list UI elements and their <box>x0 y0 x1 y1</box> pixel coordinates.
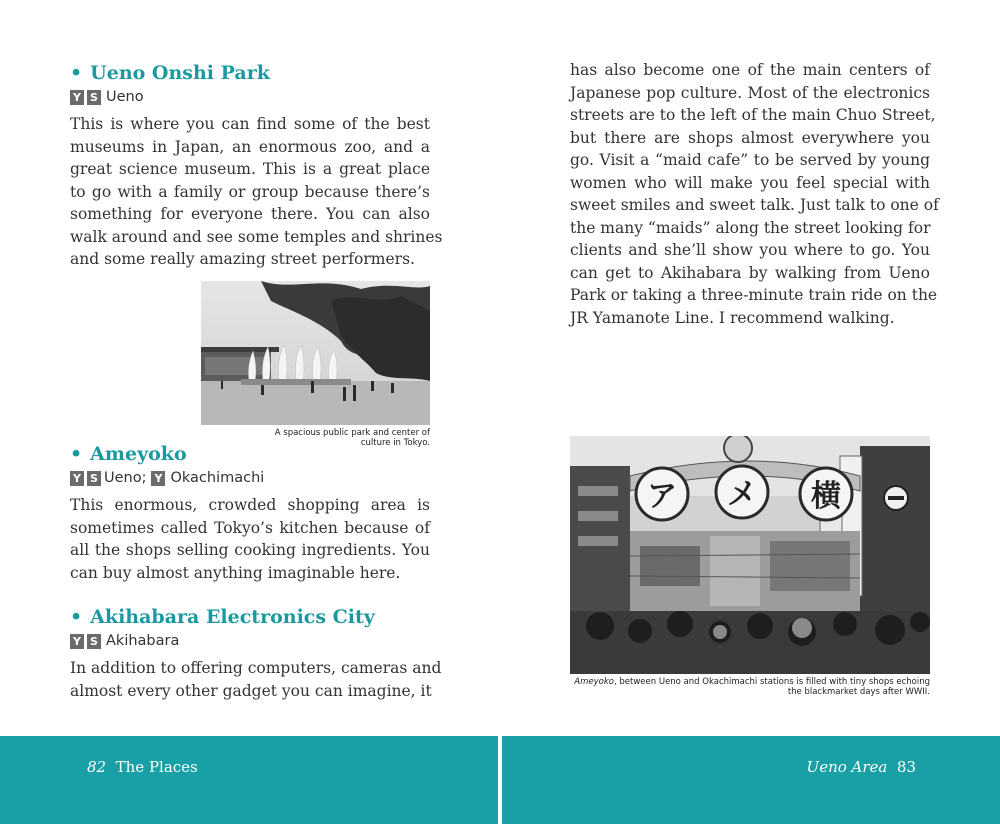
text-line: women who will make you feel special with <box>570 173 930 192</box>
text-line: the many “maids” along the street looking for <box>570 218 931 237</box>
bullet-icon: • <box>70 443 83 465</box>
line-badge: S <box>87 90 101 105</box>
section-body <box>70 113 443 271</box>
station-lines <box>70 89 144 105</box>
text-line: sometimes called Tokyo’s kitchen because of <box>70 518 430 537</box>
running-title: Ueno Area <box>806 758 888 776</box>
line-badge: Y <box>151 471 165 486</box>
photo-caption: Ameyoko, between Ueno and Okachimachi stations is filled with tiny shops echoing the blackmarket days after WWII. <box>574 677 930 697</box>
page-number: 82 <box>87 758 107 776</box>
text-line: sweet smiles and sweet talk. Just talk to one of <box>570 196 939 214</box>
text-line: great science museum. This is a great place <box>70 160 430 178</box>
footer-left-text <box>87 758 198 776</box>
text-line: museums in Japan, an enormous zoo, and a <box>70 137 430 156</box>
page-number: 83 <box>896 758 916 776</box>
footer-left <box>0 736 498 824</box>
text-line: clients and she’ll show you where to go. You <box>570 241 930 259</box>
station-lines <box>70 633 179 649</box>
left-page <box>0 0 498 824</box>
text-line: all the shops selling cooking ingredients. You <box>70 541 430 559</box>
text-line: something for everyone there. You can also <box>70 205 430 223</box>
right-page <box>502 0 1000 824</box>
park-photo <box>201 281 430 425</box>
text-line: This enormous, crowded shopping area is <box>70 496 430 514</box>
bullet-icon: • <box>70 606 83 628</box>
section-heading-akihabara: • Akihabara Electronics City <box>70 606 375 628</box>
line-badge: S <box>87 471 101 486</box>
line-badge: Y <box>70 471 84 486</box>
footer-right <box>502 736 1000 824</box>
text-line: In addition to offering computers, cameras and <box>70 659 442 677</box>
text-line: Japanese pop culture. Most of the electronics <box>570 83 930 102</box>
text-line: but there are shops almost everywhere you <box>570 128 930 147</box>
bullet-icon: • <box>70 62 83 84</box>
text-line: streets are to the left of the main Chuo Street, <box>570 106 936 124</box>
sign-char-2: メ <box>727 477 757 512</box>
text-line: can buy almost anything imaginable here. <box>70 563 401 582</box>
sign-char-3: 横 <box>811 479 841 514</box>
continued-body <box>570 59 939 329</box>
text-line: JR Yamanote Line. I recommend walking. <box>570 308 895 327</box>
line-badge: Y <box>70 90 84 105</box>
text-line: Park or taking a three-minute train ride on the <box>570 286 938 304</box>
station-name: Akihabara <box>106 633 180 649</box>
section-heading-ueno-onshi-park: • Ueno Onshi Park <box>70 62 270 84</box>
line-badge: Y <box>70 634 84 649</box>
section-body <box>70 494 430 584</box>
text-line: to go with a family or group because there’s <box>70 182 430 201</box>
line-badge: S <box>87 634 101 649</box>
text-line: can get to Akihabara by walking from Ueno <box>570 263 930 282</box>
sign-char-1: ア <box>647 479 677 514</box>
text-line: almost every other gadget you can imagine, it <box>70 681 432 700</box>
station-name: Ueno; <box>104 470 147 486</box>
footer-right-text <box>807 758 916 776</box>
station-name: Ueno <box>106 89 144 105</box>
station-lines <box>70 470 264 486</box>
running-title: The Places <box>115 758 198 776</box>
station-name: Okachimachi <box>170 470 265 486</box>
text-line: go. Visit a “maid cafe” to be served by young <box>570 151 930 169</box>
text-line: and some really amazing street performers. <box>70 250 415 268</box>
text-line: has also become one of the main centers of <box>570 61 930 79</box>
text-line: This is where you can find some of the best <box>70 115 430 133</box>
section-heading-ameyoko: • Ameyoko <box>70 443 187 465</box>
photo-caption: A spacious public park and center of culture in Tokyo. <box>274 428 430 448</box>
text-line: walk around and see some temples and shrines <box>70 227 443 246</box>
ameyoko-photo <box>570 436 930 674</box>
section-body <box>70 657 442 702</box>
